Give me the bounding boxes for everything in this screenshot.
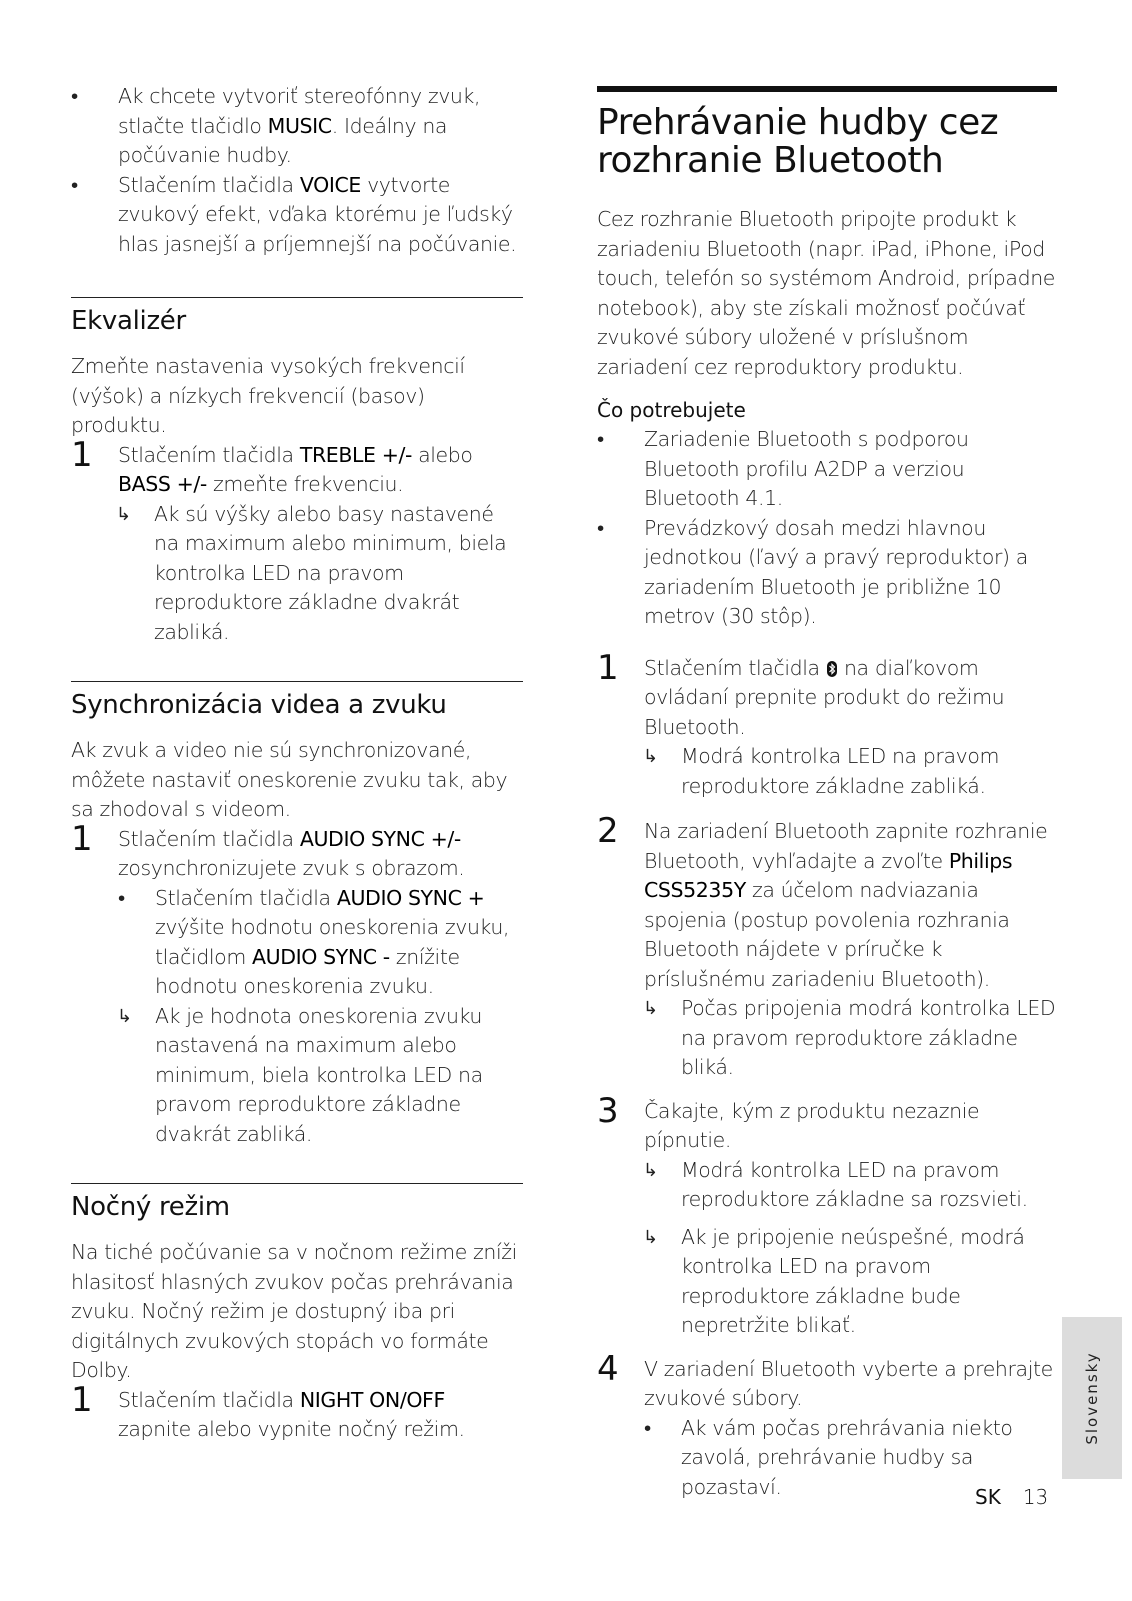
- title-rule: [597, 86, 1057, 92]
- language-code: SK: [975, 1485, 1001, 1509]
- step: 1 Stlačením tlačidla NIGHT ON/OFF zapnite alebo vypnite nočný režim.: [71, 1379, 465, 1441]
- bullet-icon: •: [644, 1415, 651, 1440]
- section-text: Ak zvuk a video nie sú synchronizované, môžete nastaviť oneskorenie zvuku tak, aby sa zhodoval s videom.: [71, 738, 508, 821]
- bluetooth-icon: [826, 661, 838, 677]
- arrow-icon: ↳: [643, 1159, 658, 1181]
- step: 2 Na zariadení Bluetooth zapnite rozhranie Bluetooth, vyhľadajte a zvoľte Philips CSS5235Y za účelom nadviazania spojenia (postup povolenia rozhrania Bluetooth nájdete v príručke k príslušnému zariadeniu Bluetooth).: [597, 811, 1048, 991]
- intro-text: Cez rozhranie Bluetooth pripojte produkt k zariadeniu Bluetooth (napr. iPad, iPhone, iPod touch, telefón so systémom Android, prípadne notebook), aby ste získali možnosť počúvať zvukové súbory uložené v príslušnom zariadení cez reproduktory produktu.: [597, 207, 1055, 379]
- step-result: ↳ Modrá kontrolka LED na pravom reproduktore základne sa rozsvieti.: [643, 1157, 1028, 1211]
- list-item: • Stlačením tlačidla VOICE vytvorte zvukový efekt, vďaka ktorému je ľudský hlas jasnejší a príjemnejší na počúvanie.: [71, 172, 517, 256]
- page-title: Prehrávanie hudby cez rozhranie Bluetooth: [597, 102, 999, 181]
- left-column: [71, 82, 523, 1445]
- step: 3 Čakajte, kým z produktu nezaznie pípnutie.: [597, 1090, 980, 1152]
- arrow-icon: ↳: [643, 1226, 658, 1248]
- step-number: 4: [597, 1348, 619, 1389]
- bullet-icon: •: [71, 172, 78, 197]
- bullet-icon: •: [597, 515, 604, 540]
- step-result: ↳ Ak je pripojenie neúspešné, modrá kontrolka LED na pravom reproduktore základne bude nepretržite blikať.: [643, 1224, 1025, 1337]
- section-title-night: Nočný režim: [71, 1192, 230, 1222]
- step-number: 1: [71, 818, 93, 859]
- section-divider: [71, 297, 523, 298]
- page-footer: [975, 1485, 1048, 1509]
- section-divider: [71, 681, 523, 682]
- list-item: • Stlačením tlačidla AUDIO SYNC + zvýšite hodnotu oneskorenia zvuku, tlačidlom AUDIO SYNC - znížite hodnotu oneskorenia zvuku.: [118, 885, 510, 998]
- arrow-icon: ↳: [116, 503, 131, 525]
- arrow-icon: ↳: [117, 1005, 132, 1027]
- step: 1 Stlačením tlačidla AUDIO SYNC +/- zosynchronizujete zvuk s obrazom.: [71, 818, 465, 880]
- section-title-sync: Synchronizácia videa a zvuku: [71, 690, 447, 720]
- step-result: ↳ Ak je hodnota oneskorenia zvuku nastavená na maximum alebo minimum, biela kontrolka LED na pravom reproduktore základne dvakrát zabliká.: [117, 1003, 483, 1146]
- step-number: 1: [597, 647, 619, 688]
- step-result: ↳ Ak sú výšky alebo basy nastavené na maximum alebo minimum, biela kontrolka LED na pravom reproduktore základne dvakrát zabliká.: [116, 501, 507, 644]
- step: 1 Stlačením tlačidla na diaľkovom ovládaní prepnite produkt do režimu Bluetooth.: [597, 647, 1005, 739]
- needs-title: Čo potrebujete: [597, 398, 746, 422]
- step: 4 V zariadení Bluetooth vyberte a prehrajte zvukové súbory.: [597, 1348, 1053, 1410]
- list-item: • Zariadenie Bluetooth s podporou Bluetooth profilu A2DP a verziou Bluetooth 4.1.: [597, 427, 969, 510]
- section-text: Na tiché počúvanie sa v nočnom režime zníži hlasitosť hlasných zvukov počas prehrávania zvuku. Nočný režim je dostupný iba pri digitálnych zvukových stopách vo formáte Dolby.: [71, 1240, 517, 1382]
- section-title-equalizer: Ekvalizér: [71, 306, 186, 336]
- list-item: • Prevádzkový dosah medzi hlavnou jednotkou (ľavý a pravý reproduktor) a zariadením Bluetooth je približne 10 metrov (30 stôp).: [597, 515, 1028, 628]
- step-number: 3: [597, 1090, 619, 1131]
- step-result: ↳ Modrá kontrolka LED na pravom reproduktore základne zabliká.: [643, 744, 1000, 798]
- page-number: 13: [1022, 1485, 1049, 1509]
- arrow-icon: ↳: [643, 746, 658, 767]
- bullet-icon: •: [71, 84, 78, 108]
- step-result: ↳ Počas pripojenia modrá kontrolka LED na pravom reproduktore základne bliká.: [643, 996, 1056, 1079]
- list-item: • Ak chcete vytvoriť stereofónny zvuk, stlačte tlačidlo MUSIC. Ideálny na počúvanie hudby.: [71, 84, 481, 167]
- bullet-icon: •: [597, 427, 604, 451]
- language-tab-label: Slovensky: [1083, 1351, 1101, 1445]
- step-number: 1: [71, 434, 93, 475]
- section-divider: [71, 1183, 523, 1184]
- section-text: Zmeňte nastavenia vysokých frekvencií (výšok) a nízkych frekvencií (basov) produktu.: [71, 354, 465, 437]
- bullet-icon: •: [118, 885, 125, 910]
- step-number: 1: [71, 1379, 93, 1420]
- arrow-icon: ↳: [643, 998, 658, 1019]
- language-tab: [1062, 1317, 1122, 1479]
- right-column: [597, 82, 1057, 1502]
- step: 1 Stlačením tlačidla TREBLE +/- alebo BASS +/- zmeňte frekvenciu.: [71, 434, 473, 496]
- step-number: 2: [597, 811, 619, 851]
- list-item: • Ak vám počas prehrávania niekto zavolá, prehrávanie hudby sa pozastaví.: [644, 1415, 1013, 1499]
